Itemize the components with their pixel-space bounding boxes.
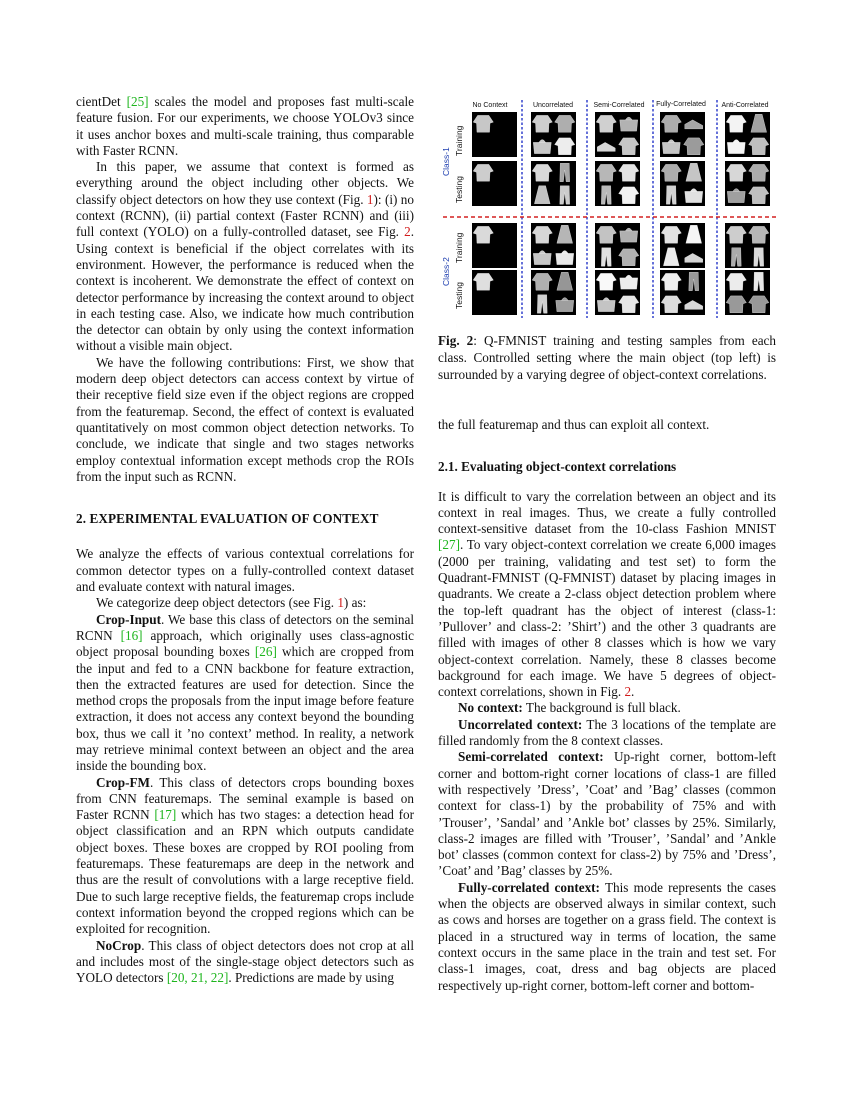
row-label-training: Training <box>454 232 464 263</box>
term-crop-input: Crop-Input <box>96 611 161 627</box>
row-label-training: Training <box>454 125 464 156</box>
paragraph-context-definition: In this paper, we assume that context is formed as everything around the object including other objects. We classify object detectors on how they use context (Fig. 1): (i) no context (RCNN), (ii) partial context (Faster RCNN) and (iii) full context (YOLO) on a fully-controlled dataset, see Fig. 2. Using context is beneficial if the object correlates with its environment. However, the performance is reduced when the context is incoherent. We demonstrate the effect of context on detector performance by increasing the context around to object in each testing case. Also, we indicate how much contribution the detector can obtain by only using the context information without a visible main object. <box>76 159 414 354</box>
column-label-anti-correlated: Anti-Correlated <box>721 102 769 109</box>
citation[interactable]: [20, 21, 22] <box>166 970 229 986</box>
citation[interactable]: [26] <box>254 644 277 660</box>
class-label-2: Class-2 <box>441 257 451 286</box>
paragraph-efficientdet: cientDet [25] scales the model and proposes fast multi-scale feature fusion. For our experiments, we choose YOLOv3 since it uses anchor boxes and multi-scale training, thus comparable with Faster RCNN. <box>76 94 414 158</box>
citation[interactable]: [27] <box>438 537 460 553</box>
figure-ref[interactable]: 2 <box>624 684 632 700</box>
row-label-testing: Testing <box>454 282 464 309</box>
subsection-heading: 2.1. Evaluating object-context correlations <box>438 459 677 475</box>
column-label-semi-correlated: Semi-Correlated <box>593 102 645 109</box>
right-column <box>438 417 776 994</box>
paragraph-qfmnist: It is difficult to vary the correlation between an object and its context in real images. Thus, we create a fully controlled context-sensitive dataset from the 10-class Fashion MNIST [27]. To vary object-context correlation we create 6,000 images (2000 per training, validating and test set) to form the Quadrant-FMNIST (Q-FMNIST) dataset by placing images in quadrants. We create a 2-class object detection problem where the top-left quadrant has the object of interest (class-1: ’Pullover’ and class-2: ’Shirt’) and the other 3 quadrants are filled with images of other 8 classes which is how we vary object-context correlation. Namely, these 8 classes become background for each image. We have 5 degrees of object-context correlations, shown in Fig. 2. <box>438 488 776 700</box>
row-label-testing: Testing <box>454 176 464 203</box>
paragraph-nocrop: NoCrop. This class of object detectors does not crop at all and includes most of the single-stage object detectors such as YOLO detectors [20, 21, 22]. Predictions are made by using <box>76 937 414 986</box>
figure-qfmnist <box>438 96 778 321</box>
figure-ref[interactable]: 1 <box>337 595 344 611</box>
class-label-1: Class-1 <box>441 147 451 176</box>
paragraph-analysis: We analyze the effects of various contextual correlations for common detector types on a fully-controlled context dataset and evaluate context with natural images. <box>76 546 414 595</box>
paragraph-fully-correlated: Fully-correlated context: This mode represents the cases when the objects are observed always in similar context, such as cows and horses are together on a grass field. The context is placed in a structured way in terms of location, the same context occurs in the same place in the train and test set. For class-1 images, coat, dress and bag objects are placed respectively up-right corner, bottom-left corner and bottom- <box>438 879 776 993</box>
paragraph-continuation: the full featuremap and thus can exploit all context. <box>438 417 710 432</box>
column-label-uncorrelated: Uncorrelated <box>532 102 574 109</box>
citation[interactable]: [16] <box>120 627 143 643</box>
left-column <box>76 94 414 986</box>
sample-grid <box>472 112 770 315</box>
citation[interactable]: [17] <box>154 807 177 823</box>
paragraph-crop-input: Crop-Input. We base this class of detectors on the seminal RCNN [16] approach, which originally uses class-agnostic object proposal bounding boxes [26] which are cropped from the input and fed to a CNN backbone for feature extraction, then the extracted features are used for detection. Since the method crops the proposals from the input image before feature extraction, it does not access any context beyond the bounding box, thus we call it ’no context’ method. In reality, a network may retrieve minimal context between an object and the area inside the bounding box. <box>76 611 415 774</box>
citation[interactable]: [25] <box>126 94 149 109</box>
paragraph-semi-correlated: Semi-correlated context: Up-right corner, bottom-left corner and bottom-right corner locations of class-1 are filled with respectively ’Dress’, ’Coat’ and ’Bag’ classes (common context for class-1) by the probability of 75% and with ’Trouser’, ’Sandal’ and ’Ankle bot’ classes by 25%. Similarly, class-2 images are filled with ’Trouser’, ’Sandal’ and ’Ankle bot’ classes (common context for class-2) by 75% and ’Dress’, ’Coat’ and ’Bag’ classes by 25%. <box>438 749 776 879</box>
column-label-no-context: No Context <box>472 102 508 109</box>
paragraph-categorize: We categorize deep object detectors (see Fig. 1) as: <box>96 595 367 611</box>
paragraph-crop-fm: Crop-FM. This class of detectors crops bounding boxes from CNN featuremaps. The seminal example is based on Faster RCNN [17] which has two stages: a detection head for object classification and an RPN which outputs candidate object boxes. These boxes are cropped by ROI pooling from featuremaps. These featuremaps are deep in the network and thus are the result of convolutions with a large receptive field. Due to such large receptive fields, the featuremap crops include context information beyond the cropped regions which can be exploited for recognition. <box>76 774 414 937</box>
term-crop-fm: Crop-FM <box>96 774 150 790</box>
figure-ref[interactable]: 1 <box>366 191 374 207</box>
caption-label: Fig. 2 <box>438 333 474 348</box>
figure-ref[interactable]: 2 <box>404 224 411 240</box>
column-label-fully-correlated: Fully-Correlated <box>656 101 706 108</box>
paragraph-no-context: No context: The background is full black. <box>458 700 681 716</box>
paragraph-contributions: We have the following contributions: First, we show that modern deep object detectors can access context by virtue of their receptive field size even if the object regions are cropped from the featuremap. Second, the effect of context is evaluated quantitatively on most common object detection networks. To conclude, we indicate that single and two stages networks employ contextual information except methods crop the ROIs from the input such as RCNN. <box>76 354 414 484</box>
section-heading: 2. EXPERIMENTAL EVALUATION OF CONTEXT <box>76 511 379 527</box>
figure-caption: Fig. 2: Q-FMNIST training and testing samples from each class. Controlled setting where the main object (top left) is surrounded by a varying degree of object-context correlations. <box>438 333 776 382</box>
paragraph-uncorrelated: Uncorrelated context: The 3 locations of the template are filled randomly from the 8 context classes. <box>438 716 776 749</box>
term-nocrop: NoCrop <box>96 937 142 953</box>
